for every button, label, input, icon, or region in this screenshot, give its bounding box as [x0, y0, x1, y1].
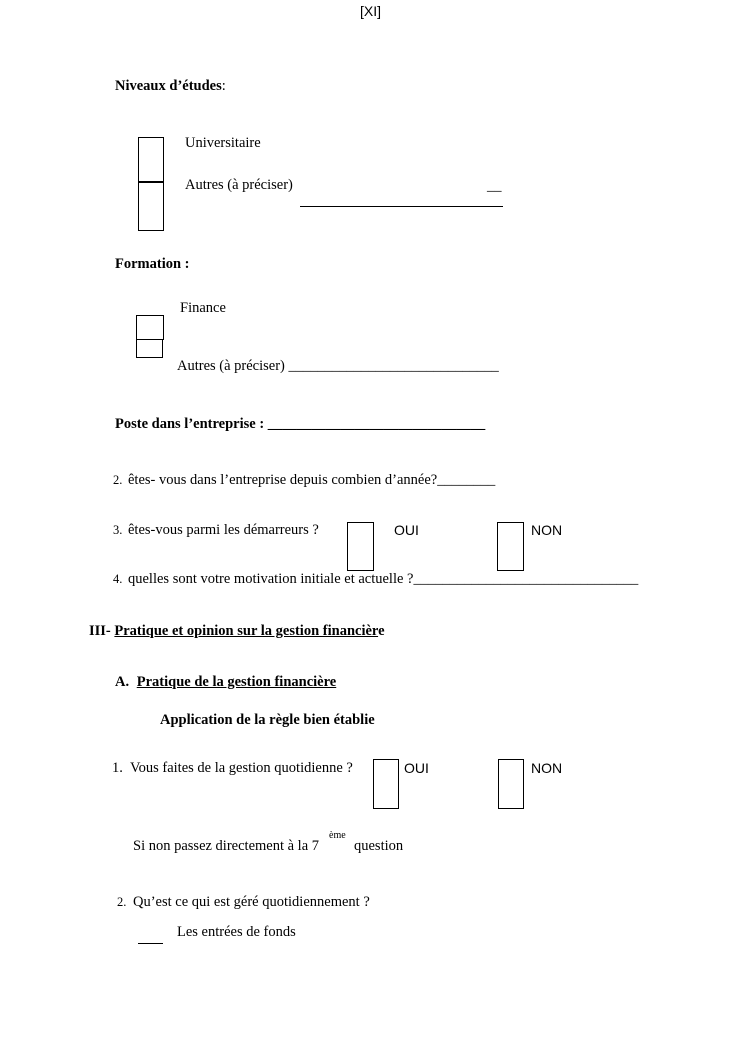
- skip-note-text: Si non passez directement à la 7: [133, 838, 320, 854]
- education-level-heading: [115, 78, 226, 95]
- poste-field: Poste dans l’entreprise : ______________________________: [115, 416, 486, 432]
- checkbox-a-q1-non[interactable]: [498, 759, 524, 809]
- option-autres-formation: Autres (à préciser) _____________________________: [177, 358, 499, 374]
- formation-heading: Formation :: [115, 256, 190, 272]
- skip-note-question: question: [354, 838, 404, 854]
- option-finance: Finance: [180, 300, 226, 316]
- question-2-number: 2.: [113, 473, 123, 487]
- checkbox-universitaire[interactable]: [138, 137, 164, 182]
- education-level-label: Niveaux d’études: [115, 78, 222, 94]
- autres-niveau-blank-line[interactable]: [300, 206, 503, 207]
- checkbox-q3-oui[interactable]: [347, 522, 374, 571]
- short-dash: __: [487, 178, 502, 194]
- section-a-title: Pratique de la gestion financière: [136, 674, 337, 690]
- section-3-numeral: III-: [89, 623, 111, 639]
- a-question-2-text: Qu’est ce qui est géré quotidiennement ?: [133, 894, 370, 910]
- a-question-1-number: 1.: [112, 760, 123, 776]
- option-entrees-fonds: Les entrées de fonds: [177, 924, 296, 940]
- question-4-text: quelles sont votre motivation initiale et actuelle ?_______________________________: [128, 571, 639, 587]
- question-4-number: 4.: [113, 572, 123, 586]
- a-question-2-number: 2.: [117, 895, 127, 909]
- option-autres-niveau: Autres (à préciser): [185, 177, 293, 193]
- section-a-letter: A.: [115, 674, 130, 690]
- checkbox-autres-formation[interactable]: [136, 339, 163, 358]
- checkbox-finance[interactable]: [136, 315, 164, 340]
- skip-note-superscript: ème: [329, 830, 346, 841]
- q3-non-label: NON: [531, 522, 563, 538]
- checkbox-a-q1-oui[interactable]: [373, 759, 399, 809]
- section-3-heading: [89, 623, 385, 640]
- subheading-application: Application de la règle bien établie: [160, 712, 375, 728]
- entrees-fonds-check-line[interactable]: [138, 943, 163, 944]
- checkbox-q3-non[interactable]: [497, 522, 524, 571]
- checkbox-autres-niveau[interactable]: [138, 182, 164, 231]
- question-3-text: êtes-vous parmi les démarreurs ?: [128, 522, 319, 538]
- section-3-title-end: e: [378, 623, 385, 639]
- question-3-number: 3.: [113, 523, 123, 537]
- a-question-1-text: Vous faites de la gestion quotidienne ?: [130, 760, 353, 776]
- q3-oui-label: OUI: [394, 522, 419, 538]
- option-universitaire: Universitaire: [185, 135, 261, 151]
- section-a-heading: [115, 674, 336, 691]
- question-2-text: êtes- vous dans l’entreprise depuis combien d’année?________: [128, 472, 496, 488]
- section-3-title: Pratique et opinion sur la gestion financièr: [114, 623, 379, 639]
- page-number: [XI]: [360, 3, 382, 19]
- a-q1-oui-label: OUI: [404, 760, 429, 776]
- education-level-colon: :: [221, 78, 226, 94]
- a-q1-non-label: NON: [531, 760, 563, 776]
